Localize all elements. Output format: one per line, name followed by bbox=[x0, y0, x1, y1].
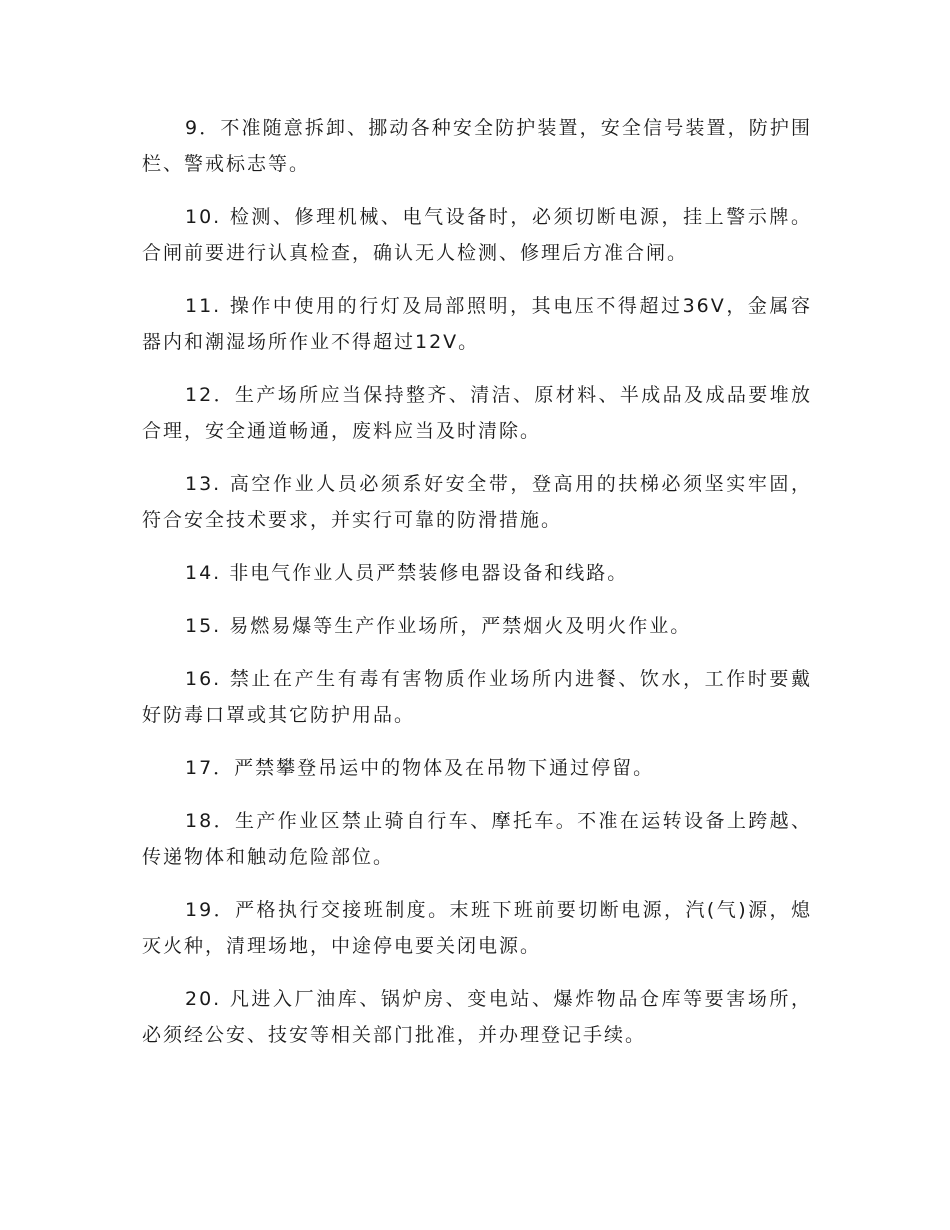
rule-item-15: 15. 易燃易爆等生产作业场所，严禁烟火及明火作业。 bbox=[185, 615, 692, 637]
rule-item-20: 20. 凡进入厂油库、锅炉房、变电站、爆炸物品仓库等要害场所，必须经公安、技安等相关部门批准，并办理登记手续。 bbox=[142, 988, 812, 1046]
rule-item-13: 13. 高空作业人员必须系好安全带，登高用的扶梯必须坚实牢固，符合安全技术要求，并实行可靠的防滑措施。 bbox=[142, 473, 812, 531]
rule-item-11: 11. 操作中使用的行灯及局部照明，其电压不得超过36V，金属容器内和潮湿场所作业不得超过12V。 bbox=[142, 295, 812, 353]
rule-item-9: 9．不准随意拆卸、挪动各种安全防护装置，安全信号装置，防护围栏、警戒标志等。 bbox=[142, 117, 812, 175]
rule-item-12: 12．生产场所应当保持整齐、清洁、原材料、半成品及成品要堆放合理，安全通道畅通，废料应当及时清除。 bbox=[142, 384, 812, 442]
document-body bbox=[142, 110, 812, 1070]
rule-item-18: 18．生产作业区禁止骑自行车、摩托车。不准在运转设备上跨越、传递物体和触动危险部位。 bbox=[142, 810, 812, 868]
rule-item-16: 16. 禁止在产生有毒有害物质作业场所内进餐、饮水，工作时要戴好防毒口罩或其它防护用品。 bbox=[142, 668, 812, 726]
rule-item-19: 19．严格执行交接班制度。末班下班前要切断电源，汽(气)源，熄灭火种，清理场地，中途停电要关闭电源。 bbox=[142, 899, 812, 957]
rule-item-14: 14. 非电气作业人员严禁装修电器设备和线路。 bbox=[185, 562, 629, 584]
rule-item-10: 10. 检测、修理机械、电气设备时，必须切断电源，挂上警示牌。合闸前要进行认真检查，确认无人检测、修理后方准合闸。 bbox=[142, 206, 812, 264]
rule-item-17: 17．严禁攀登吊运中的物体及在吊物下通过停留。 bbox=[185, 757, 655, 779]
